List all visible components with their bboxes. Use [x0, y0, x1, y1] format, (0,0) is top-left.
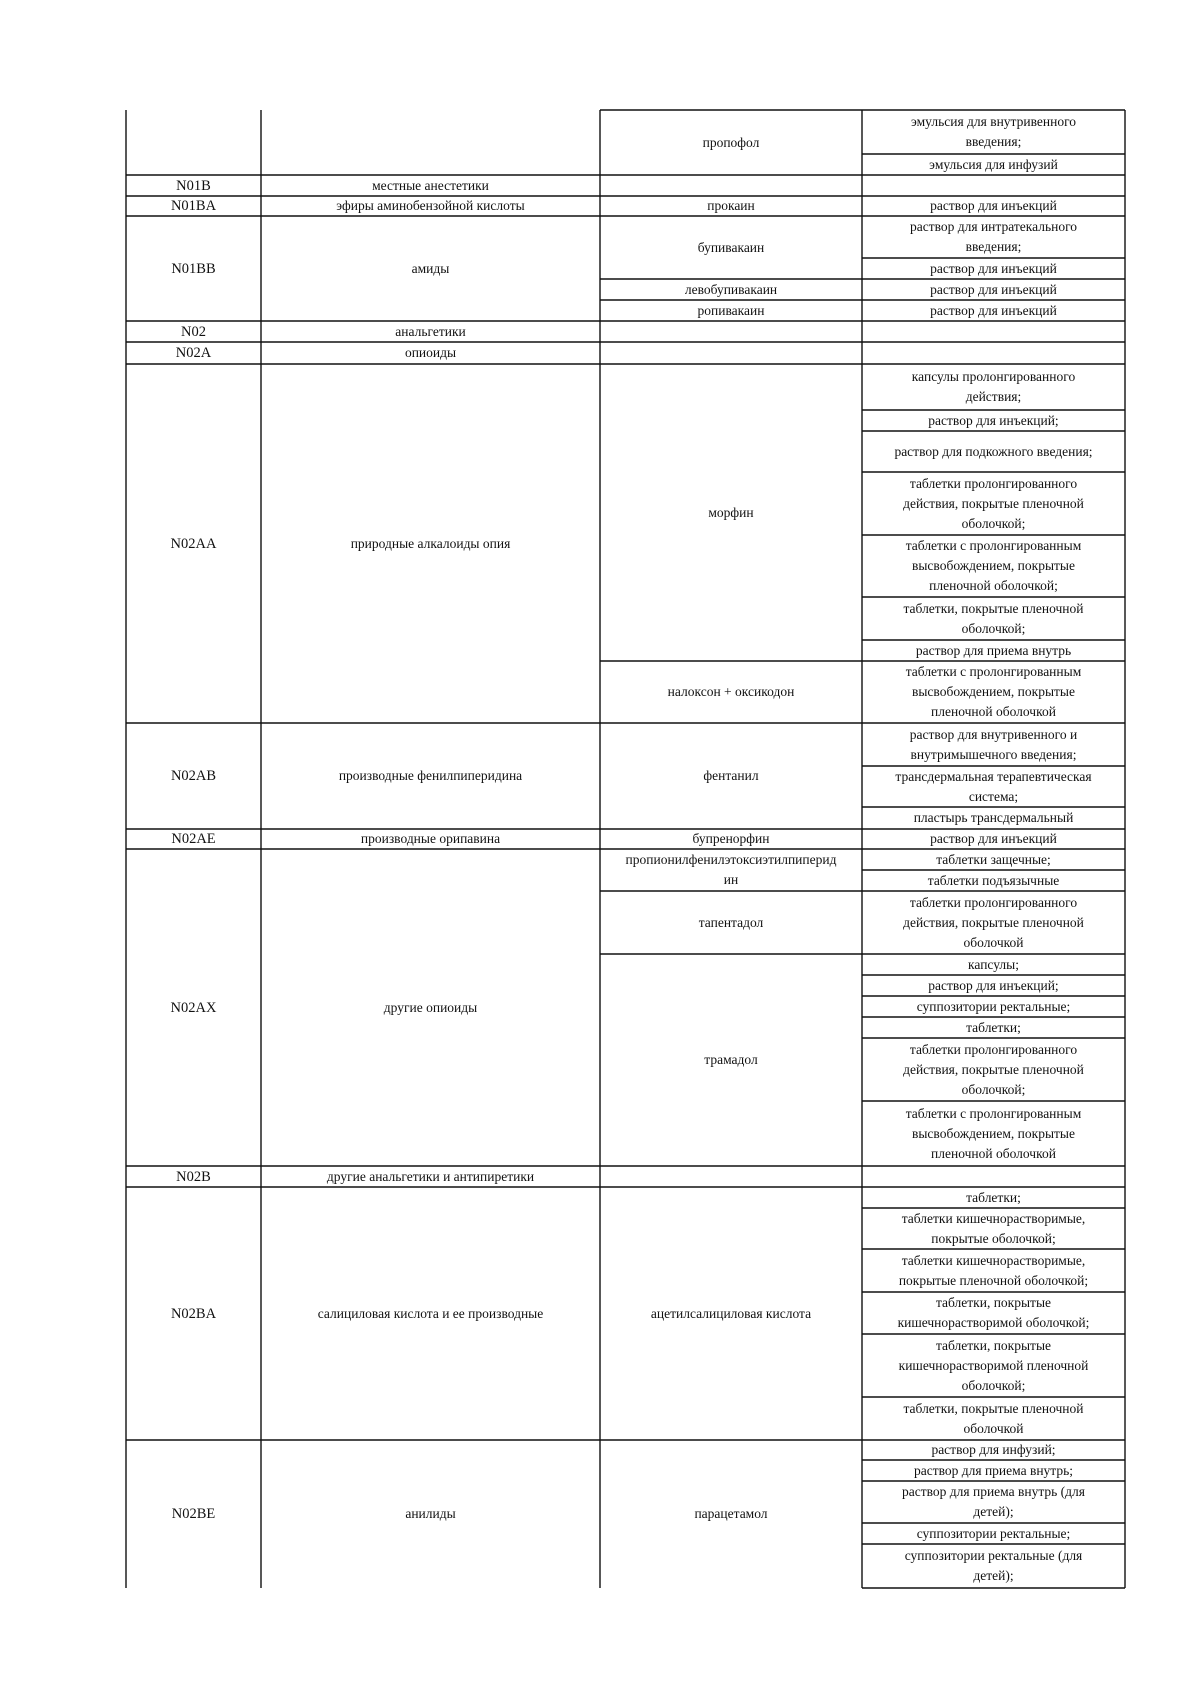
atc-code-cell: N02AE [171, 831, 216, 847]
group-name-cell: местные анестетики [372, 177, 489, 193]
dosage-form-cell: раствор для приема внутрь; [913, 1462, 1074, 1478]
dosage-form-cell: раствор для инъекций [930, 831, 1057, 846]
dosage-form-cell: таблетки; [966, 1189, 1021, 1205]
drug-name-cell: парацетамол [694, 1506, 768, 1521]
dosage-form-cell: таблетки пролонгированного действия, покрытые пленочной оболочкой [903, 894, 1084, 950]
dosage-form-cell: раствор для инъекций [930, 302, 1057, 318]
drug-name-cell: пропофол [702, 134, 760, 150]
group-name-cell: природные алкалоиды опия [350, 535, 511, 551]
dosage-form-cell: раствор для подкожного введения; [894, 443, 1093, 459]
drug-name-cell: морфин [708, 504, 754, 520]
dosage-form-cell: таблетки кишечнорастворимые, покрытые пленочной оболочкой; [898, 1252, 1089, 1288]
dosage-form-cell: таблетки, покрытые пленочной оболочкой; [903, 600, 1084, 636]
dosage-form-cell: таблетки подъязычные [927, 872, 1060, 888]
drug-name-cell: фентанил [703, 768, 759, 783]
atc-code-cell: N02 [181, 323, 206, 340]
dosage-form-cell: раствор для приема внутрь (для детей); [902, 1484, 1085, 1519]
dosage-form-cell: раствор для инфузий; [931, 1442, 1056, 1457]
atc-code-cell: N02B [176, 1168, 211, 1185]
dosage-form-cell: раствор для инъекций; [928, 412, 1059, 428]
atc-code-cell: N01BA [170, 198, 217, 214]
dosage-form-cell: таблетки, покрытые пленочной оболочкой [903, 1400, 1084, 1436]
dosage-form-cell: раствор для интратекального введения; [909, 219, 1078, 254]
dosage-form-cell: трансдермальная терапевтическая система; [895, 768, 1092, 804]
atc-code-cell: N01BB [171, 260, 216, 277]
dosage-form-cell: таблетки с пролонгированным высвобождением, покрытые пленочной оболочкой [905, 664, 1082, 719]
group-name-cell: амиды [411, 260, 450, 276]
group-name-cell: анальгетики [395, 323, 466, 339]
dosage-form-cell: таблетки с пролонгированным высвобождением, покрытые пленочной оболочкой; [905, 538, 1082, 593]
atc-code-cell: N02BE [171, 1506, 216, 1522]
dosage-form-cell: раствор для инъекций; [928, 977, 1059, 993]
dosage-form-cell: суппозитории ректальные (для детей); [904, 1548, 1083, 1583]
dosage-form-cell: раствор для инъекций [930, 260, 1057, 276]
dosage-form-cell: таблетки кишечнорастворимые, покрытые оболочкой; [901, 1210, 1086, 1246]
dosage-form-cell: таблетки с пролонгированным высвобождением, покрытые пленочной оболочкой [905, 1105, 1082, 1161]
drug-name-cell: левобупивакаин [684, 281, 778, 297]
drug-name-cell: ацетилсалициловая кислота [650, 1305, 812, 1321]
group-name-cell: производные фенилпиперидина [338, 768, 523, 783]
atc-code-cell: N02BA [170, 1305, 217, 1322]
group-name-cell: эфиры аминобензойной кислоты [336, 198, 525, 213]
group-name-cell: салициловая кислота и ее производные [317, 1305, 544, 1321]
dosage-form-cell: таблетки пролонгированного действия, покрытые пленочной оболочкой; [903, 1041, 1084, 1097]
drug-name-cell: тапентадол [698, 914, 764, 930]
dosage-form-cell: раствор для инъекций [930, 281, 1057, 297]
group-name-cell: другие опиоиды [383, 999, 478, 1015]
drug-name-cell: прокаин [707, 198, 755, 213]
dosage-form-cell: таблетки защечные; [936, 851, 1051, 867]
atc-code-cell: N01B [176, 177, 211, 194]
group-name-cell: производные орипавина [360, 831, 501, 846]
dosage-form-cell: суппозитории ректальные; [916, 998, 1071, 1014]
group-name-cell [261, 110, 600, 175]
atc-code-cell: N02AA [170, 535, 217, 552]
dosage-form-cell: таблетки, покрытые кишечнорастворимой оболочкой; [897, 1295, 1090, 1330]
group-name-cell: другие анальгетики и антипиретики [326, 1168, 535, 1184]
group-name-cell: анилиды [405, 1506, 456, 1521]
dosage-form-cell: суппозитории ректальные; [916, 1525, 1071, 1541]
atc-code-cell [126, 110, 261, 175]
dosage-form-cell: пластырь трансдермальный [913, 810, 1074, 825]
dosage-form-cell: таблетки пролонгированного действия, покрытые пленочной оболочкой; [903, 475, 1084, 531]
atc-code-cell: N02AX [170, 999, 217, 1016]
atc-code-cell: N02A [175, 345, 212, 361]
group-name-cell: опиоиды [404, 345, 457, 360]
atc-code-cell: N02AB [170, 768, 217, 784]
drug-name-cell: бупивакаин [697, 239, 765, 255]
dosage-form-cell: капсулы; [968, 956, 1019, 972]
dosage-form-cell: таблетки, покрытые кишечнорастворимой пленочной оболочкой; [898, 1337, 1089, 1393]
dosage-form-cell: эмульсия для инфузий [929, 156, 1058, 172]
dosage-form-cell: таблетки; [966, 1019, 1021, 1035]
dosage-form-cell: раствор для приема внутрь [915, 642, 1072, 658]
drug-name-cell: трамадол [704, 1052, 758, 1067]
dosage-form-cell: капсулы пролонгированного действия; [911, 369, 1076, 404]
dosage-form-cell: эмульсия для внутривенного введения; [910, 114, 1077, 149]
drug-name-cell: ропивакаин [697, 302, 765, 318]
dosage-form-cell: раствор для инъекций [930, 198, 1057, 213]
drug-name-cell: пропионилфенилэтоксиэтилпиперид ин [625, 852, 837, 887]
drug-name-cell: бупренорфин [692, 831, 770, 846]
drug-name-cell: налоксон + оксикодон [667, 684, 795, 699]
dosage-form-cell: раствор для внутривенного и внутримышечного введения; [909, 726, 1078, 762]
